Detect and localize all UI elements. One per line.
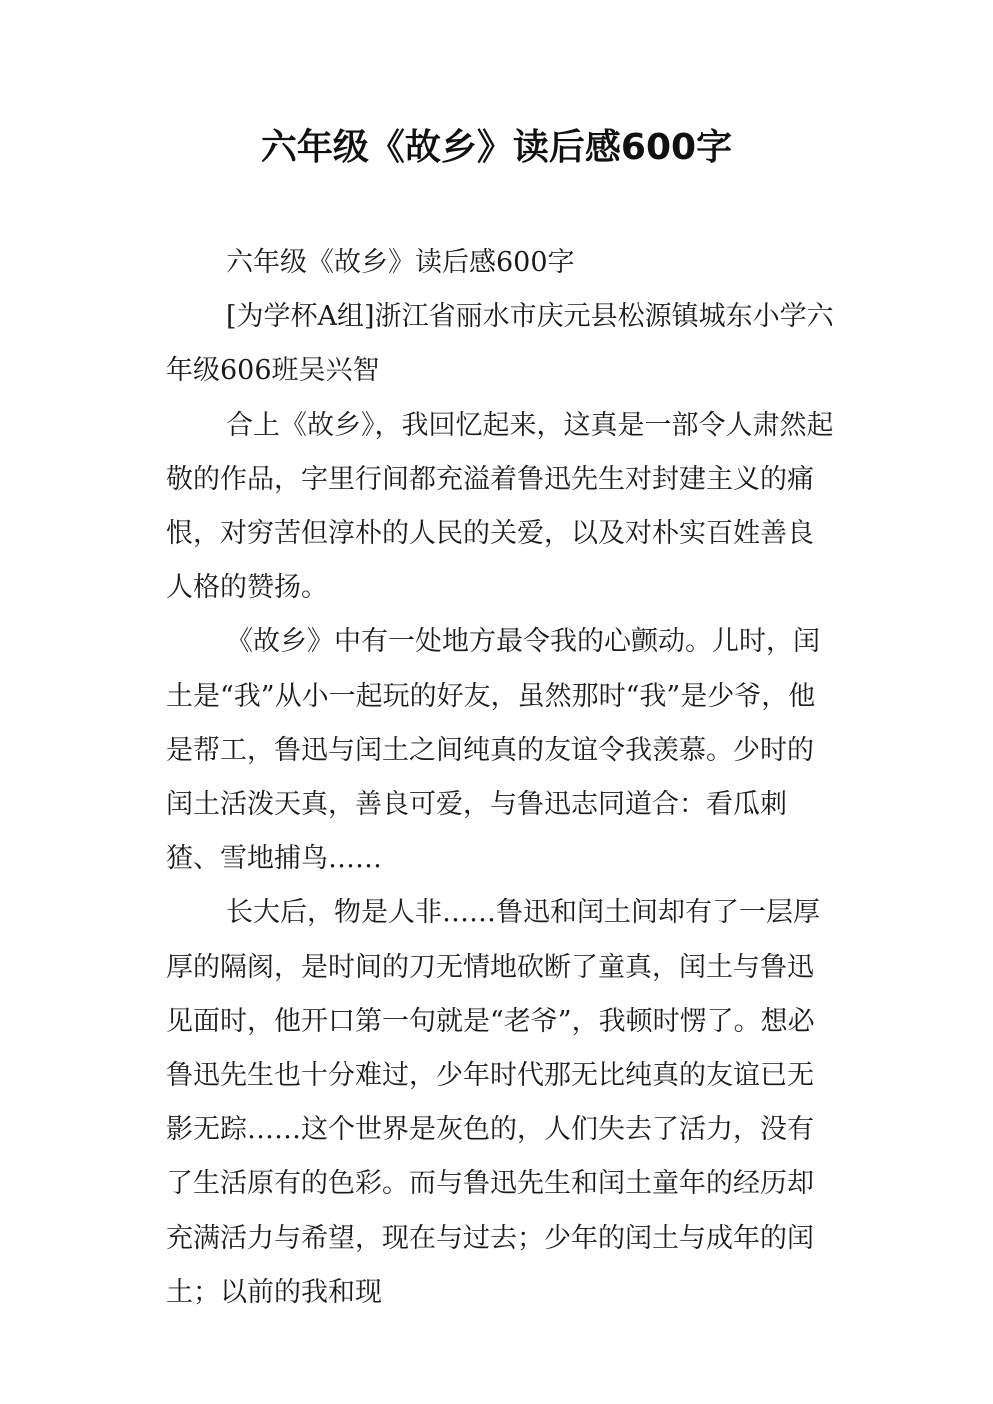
paragraph-3: 长大后，物是人非……鲁迅和闰土间却有了一层厚厚的隔阂，是时间的刀无情地砍断了童真，闰土与鲁迅见面时，他开口第一句就是“老爷”，我顿时愣了。想必鲁迅先生也十分难过，少年时代那无比纯真的友谊已无影无踪……这个世界是灰色的，人们失去了活力，没有了生活原有的色彩。而与鲁迅先生和闰土童年的经历却充满活力与希望，现在与过去；少年的闰土与成年的闰土；以前的我和现 <box>166 897 820 1308</box>
paragraph-subtitle: 六年级《故乡》读后感600字 <box>226 247 575 278</box>
paragraph-2: 《故乡》中有一处地方最令我的心颤动。儿时，闰土是“我”从小一起玩的好友，虽然那时“我”是少爷，他是帮工，鲁迅与闰土之间纯真的友谊令我羡慕。少时的闰土活泼天真，善良可爱，与鲁迅志同道合：看瓜刺猹、雪地捕鸟…… <box>166 626 820 875</box>
document-body <box>166 236 836 1320</box>
paragraph-author: [为学杯A组]浙江省丽水市庆元县松源镇城东小学六年级606班吴兴智 <box>166 301 834 387</box>
paragraph-1: 合上《故乡》，我回忆起来，这真是一部令人肃然起敬的作品，字里行间都充溢着鲁迅先生对封建主义的痛恨，对穷苦但淳朴的人民的关爱，以及对朴实百姓善良人格的赞扬。 <box>166 409 834 604</box>
document-title: 六年级《故乡》读后感600字 <box>260 127 733 168</box>
